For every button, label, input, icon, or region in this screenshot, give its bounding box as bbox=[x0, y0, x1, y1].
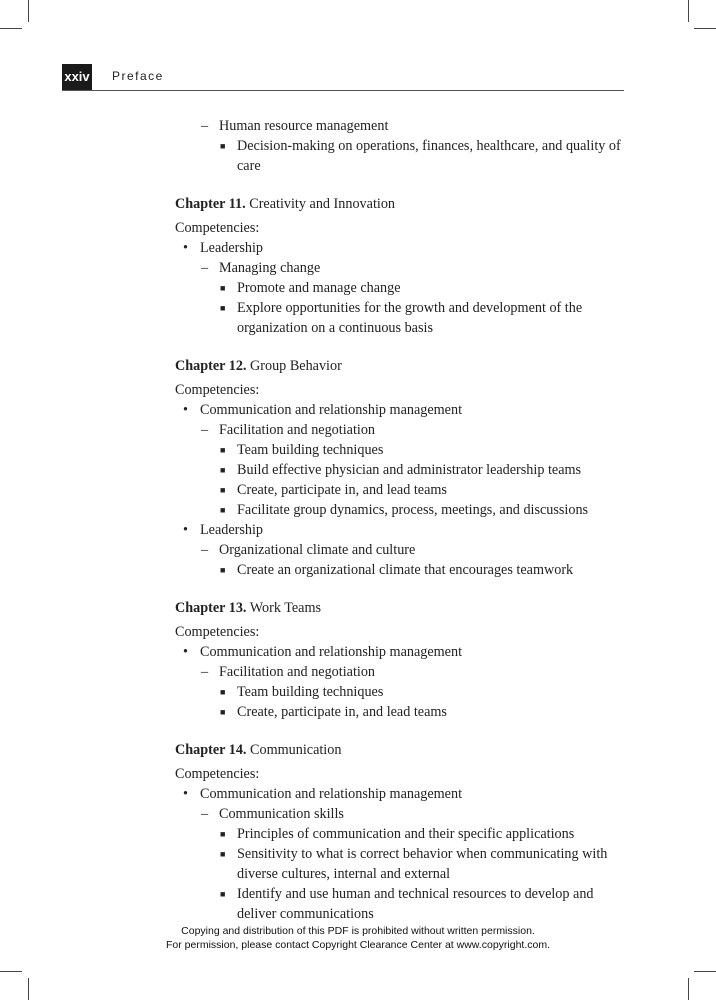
chapter-number: Chapter 11. bbox=[175, 196, 246, 212]
item-text: Facilitation and negotiation bbox=[219, 664, 376, 680]
item-text: Team building techniques bbox=[237, 442, 384, 458]
crop-mark-bottom-left bbox=[28, 978, 29, 1000]
skill-item bbox=[175, 500, 635, 520]
sub-competency-item bbox=[175, 662, 635, 682]
square-bullet-icon: ■ bbox=[220, 829, 226, 839]
dash-icon: – bbox=[201, 118, 209, 134]
skill-item bbox=[175, 884, 635, 924]
square-bullet-icon: ■ bbox=[220, 445, 226, 455]
square-bullet-icon: ■ bbox=[220, 505, 226, 515]
item-text: Managing change bbox=[219, 260, 321, 276]
item-text: Facilitation and negotiation bbox=[219, 422, 376, 438]
item-text: Create, participate in, and lead teams bbox=[237, 482, 447, 498]
item-text: Communication and relationship management bbox=[200, 786, 463, 802]
skill-item bbox=[175, 480, 635, 500]
page-number: xxiv bbox=[62, 64, 92, 90]
chapter-heading bbox=[175, 356, 635, 376]
crop-mark-top-left bbox=[28, 0, 29, 22]
crop-mark-top-left-h bbox=[0, 28, 22, 29]
chapter-heading bbox=[175, 740, 635, 760]
square-bullet-icon: ■ bbox=[220, 565, 226, 575]
skill-item bbox=[175, 560, 635, 580]
square-bullet-icon: ■ bbox=[220, 465, 226, 475]
item-text: Explore opportunities for the growth and development of the organization on a continuous basis bbox=[237, 300, 583, 336]
chapter-heading bbox=[175, 598, 635, 618]
chapter-title: Group Behavior bbox=[246, 358, 342, 374]
competency-item bbox=[175, 784, 635, 804]
footer-line-1: Copying and distribution of this PDF is prohibited without written permission. bbox=[181, 925, 535, 937]
chapter-heading bbox=[175, 194, 635, 214]
chapter-number: Chapter 12. bbox=[175, 358, 247, 374]
crop-mark-top-right bbox=[688, 0, 689, 22]
competency-item bbox=[175, 520, 635, 540]
item-text: Communication skills bbox=[219, 806, 344, 822]
sub-competency-item bbox=[175, 540, 635, 560]
skill-item bbox=[175, 824, 635, 844]
item-text: Communication and relationship management bbox=[200, 402, 463, 418]
competency-item bbox=[175, 238, 635, 258]
crop-mark-bottom-left-h bbox=[0, 971, 22, 972]
item-text: Leadership bbox=[200, 240, 264, 256]
item-text: Decision-making on operations, finances, healthcare, and quality of care bbox=[237, 138, 621, 174]
running-title: Preface bbox=[112, 69, 164, 83]
chapter-number: Chapter 13. bbox=[175, 600, 247, 616]
crop-mark-bottom-right bbox=[688, 978, 689, 1000]
bullet-icon: • bbox=[183, 522, 188, 538]
crop-mark-bottom-right-h bbox=[694, 971, 716, 972]
item-text: Principles of communication and their specific applications bbox=[237, 826, 575, 842]
chapter-title: Communication bbox=[246, 742, 342, 758]
skill-item bbox=[175, 440, 635, 460]
item-text: Identify and use human and technical resources to develop and deliver communications bbox=[237, 886, 594, 922]
item-text: Create, participate in, and lead teams bbox=[237, 704, 447, 720]
crop-mark-top-right-h bbox=[694, 28, 716, 29]
item-text: Sensitivity to what is correct behavior when communicating with diverse cultures, internal and external bbox=[237, 846, 608, 882]
skill-item bbox=[175, 702, 635, 722]
competencies-label: Competencies: bbox=[175, 766, 260, 782]
bullet-icon: • bbox=[183, 240, 188, 256]
dash-icon: – bbox=[201, 806, 209, 822]
skill-item bbox=[175, 278, 635, 298]
chapter-title: Creativity and Innovation bbox=[245, 196, 396, 212]
sub-competency-item bbox=[175, 258, 635, 278]
item-text: Human resource management bbox=[219, 118, 389, 134]
square-bullet-icon: ■ bbox=[220, 303, 226, 313]
dash-icon: – bbox=[201, 260, 209, 276]
sub-competency-item bbox=[175, 420, 635, 440]
chapter-number: Chapter 14. bbox=[175, 742, 247, 758]
bullet-icon: • bbox=[183, 402, 188, 418]
square-bullet-icon: ■ bbox=[220, 141, 226, 151]
item-text: Communication and relationship management bbox=[200, 644, 463, 660]
dash-icon: – bbox=[201, 664, 209, 680]
competency-item bbox=[175, 642, 635, 662]
dash-icon: – bbox=[201, 422, 209, 438]
skill-item bbox=[175, 682, 635, 702]
sub-competency-item bbox=[175, 116, 635, 136]
item-text: Leadership bbox=[200, 522, 264, 538]
header-rule bbox=[62, 90, 624, 91]
skill-item bbox=[175, 844, 635, 884]
square-bullet-icon: ■ bbox=[220, 707, 226, 717]
footer-line-2: For permission, please contact Copyright Clearance Center at www.copyright.com. bbox=[166, 939, 550, 951]
square-bullet-icon: ■ bbox=[220, 283, 226, 293]
item-text: Team building techniques bbox=[237, 684, 384, 700]
page-body bbox=[175, 116, 635, 924]
skill-item bbox=[175, 136, 635, 176]
skill-item bbox=[175, 298, 635, 338]
item-text: Facilitate group dynamics, process, meetings, and discussions bbox=[237, 502, 589, 518]
bullet-icon: • bbox=[183, 644, 188, 660]
competencies-label: Competencies: bbox=[175, 382, 260, 398]
skill-item bbox=[175, 460, 635, 480]
bullet-icon: • bbox=[183, 786, 188, 802]
running-header bbox=[62, 64, 624, 90]
sub-competency-item bbox=[175, 804, 635, 824]
copyright-footer bbox=[0, 924, 716, 952]
square-bullet-icon: ■ bbox=[220, 687, 226, 697]
item-text: Promote and manage change bbox=[237, 280, 401, 296]
competencies-label: Competencies: bbox=[175, 220, 260, 236]
competency-item bbox=[175, 400, 635, 420]
item-text: Organizational climate and culture bbox=[219, 542, 416, 558]
item-text: Create an organizational climate that encourages teamwork bbox=[237, 562, 574, 578]
item-text: Build effective physician and administrator leadership teams bbox=[237, 462, 582, 478]
dash-icon: – bbox=[201, 542, 209, 558]
square-bullet-icon: ■ bbox=[220, 849, 226, 859]
square-bullet-icon: ■ bbox=[220, 485, 226, 495]
chapter-title: Work Teams bbox=[246, 600, 322, 616]
square-bullet-icon: ■ bbox=[220, 889, 226, 899]
competencies-label: Competencies: bbox=[175, 624, 260, 640]
